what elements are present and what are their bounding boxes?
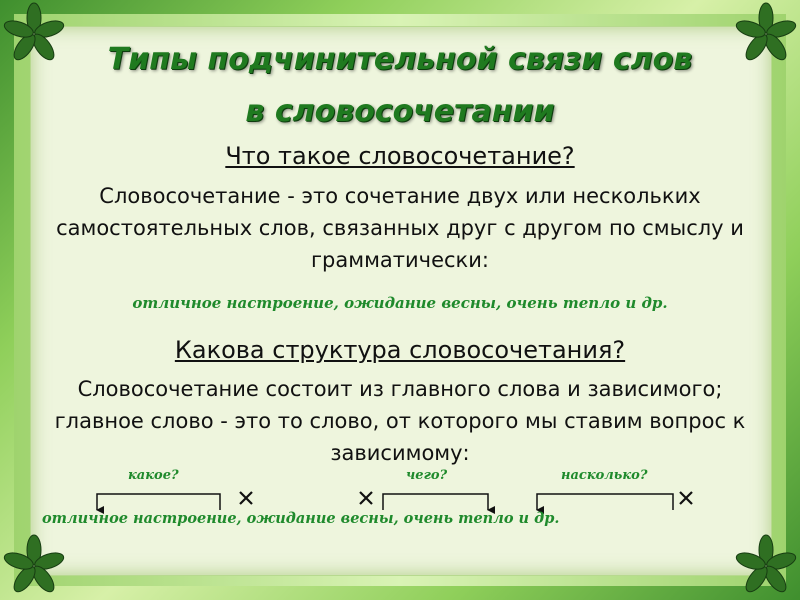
main-word-cross-icon [360, 492, 372, 504]
slide-title-line-2: в словосочетании [245, 94, 555, 129]
slide-title-line-1: Типы подчинительной связи слов [107, 42, 693, 77]
examples-line-2: отличное настроение, ожидание весны, очень тепло и др. [42, 510, 560, 527]
arrow-ozhidanie-to-vesny [383, 494, 488, 510]
main-word-cross-icon [680, 492, 692, 504]
definition-line: Словосочетание - это сочетание двух или нескольких [99, 184, 701, 208]
question-label-chego: чего? [406, 468, 448, 483]
definition-line: самостоятельных слов, связанных друг с другом по смыслу и [56, 216, 744, 240]
examples-line-1: отличное настроение, ожидание весны, очень тепло и др. [132, 294, 668, 312]
definition-line: грамматически: [311, 248, 489, 272]
question-heading-2: Какова структура словосочетания? [174, 336, 626, 364]
structure-line: Словосочетание состоит из главного слова и зависимого; [77, 377, 723, 401]
arrow-teplo-to-ochen [537, 494, 673, 510]
arrow-nastroenie-to-otlichnoe [97, 494, 220, 510]
question-label-kakoe: какое? [128, 468, 179, 483]
main-word-cross-icon [240, 492, 252, 504]
question-label-naskolko: насколько? [561, 468, 648, 483]
structure-line: зависимому: [330, 441, 470, 465]
question-heading-1: Что такое словосочетание? [225, 142, 575, 170]
structure-line: главное слово - это то слово, от которого мы ставим вопрос к [54, 409, 746, 433]
